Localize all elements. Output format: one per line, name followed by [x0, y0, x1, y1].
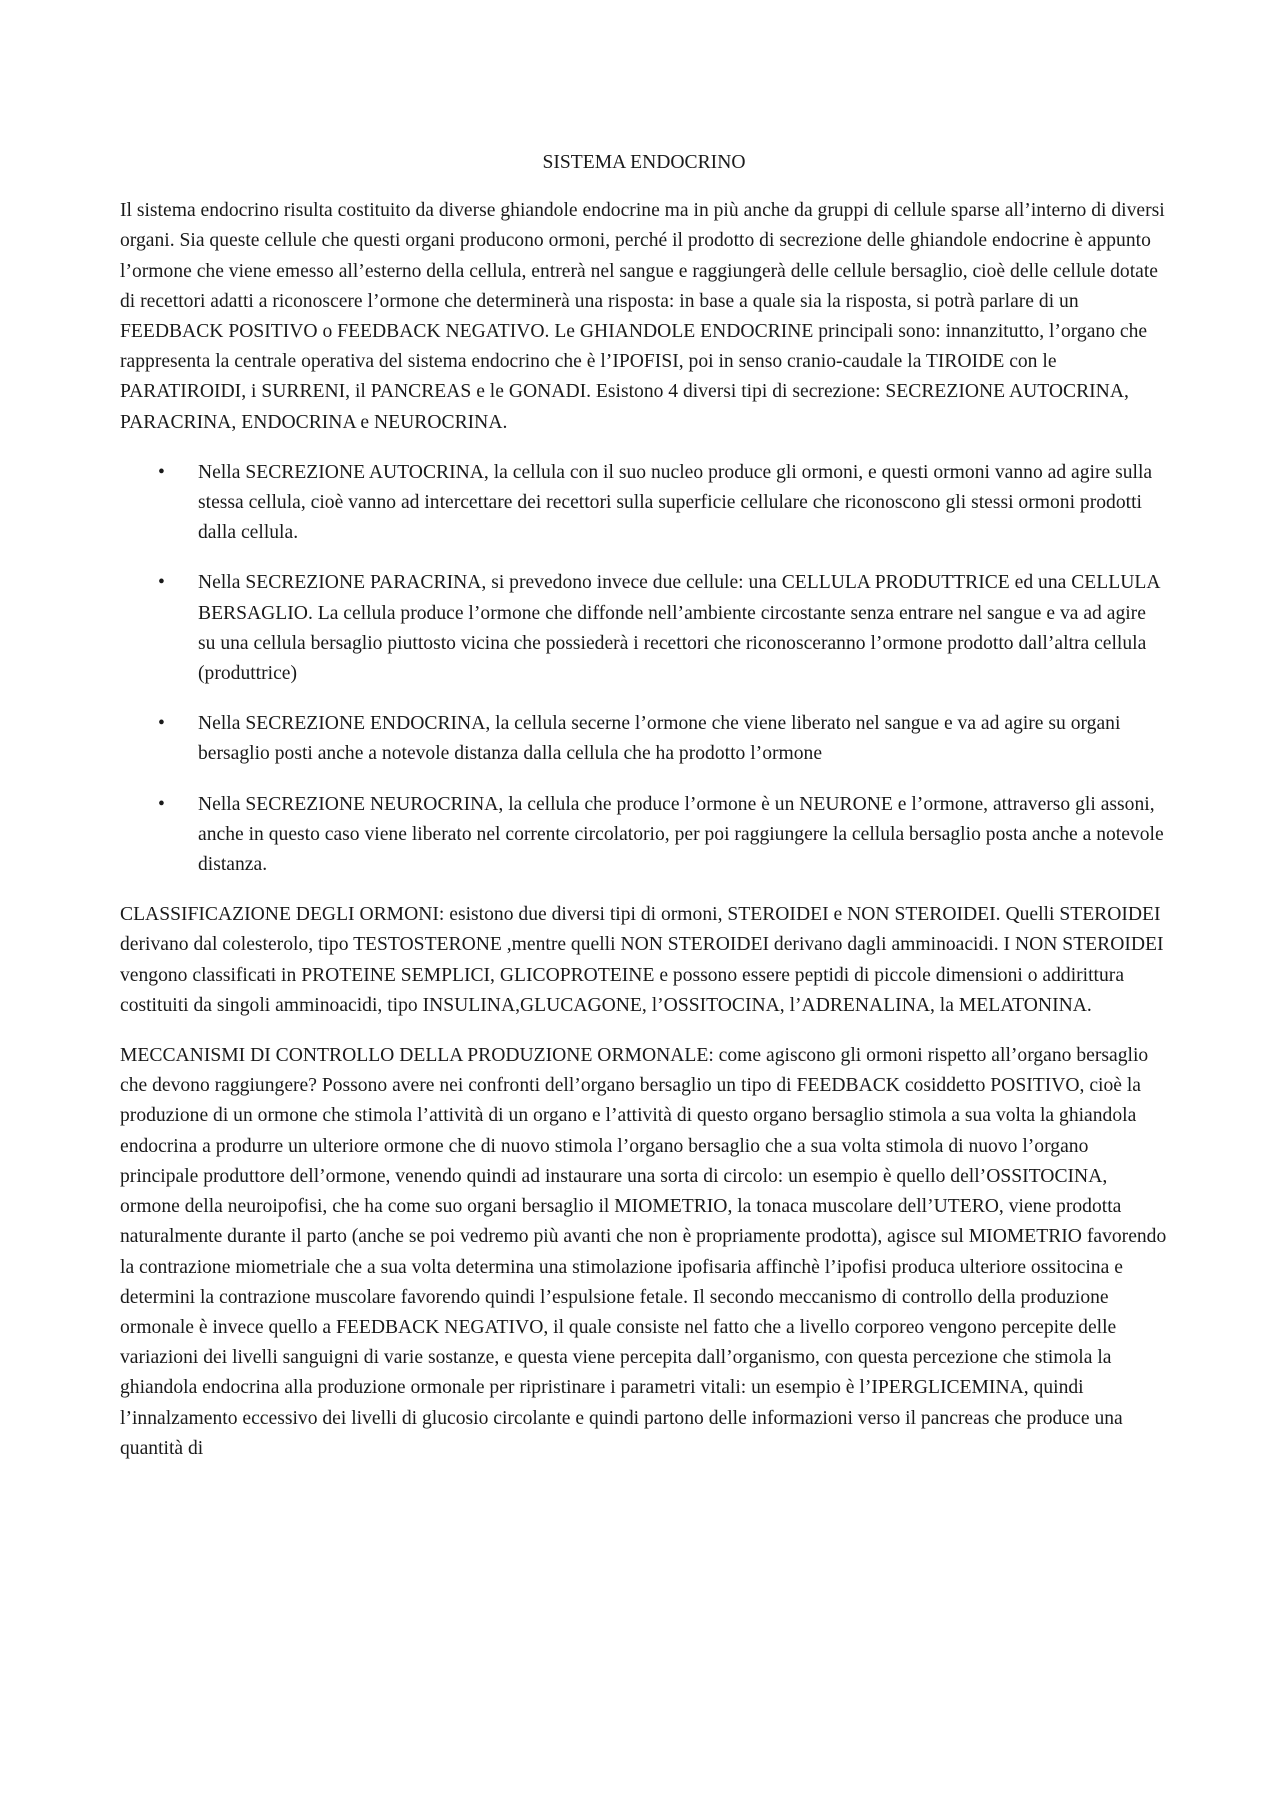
classification-paragraph: CLASSIFICAZIONE DEGLI ORMONI: esistono due diversi tipi di ormoni, STEROIDEI e NON STEROIDEI. Quelli STEROIDEI derivano dal colesterolo, tipo TESTOSTERONE ,mentre quelli NON STEROIDEI derivano dagli amminoacidi. I NON STEROIDEI vengono classificati in PROTEINE SEMPLICI, GLICOPROTEINE e possono essere peptidi di piccole dimensioni o addirittura costituiti da singoli amminoacidi, tipo INSULINA,GLUCAGONE, l’OSSITOCINA, l’ADRENALINA, la MELATONINA. [120, 904, 1164, 1016]
mechanisms-paragraph: MECCANISMI DI CONTROLLO DELLA PRODUZIONE ORMONALE: come agiscono gli ormoni rispetto all’organo bersaglio che devono raggiungere? Possono avere nei confronti dell’organo bersaglio un tipo di FEEDBACK cosiddetto POSITIVO, cioè la produzione di un ormone che stimola l’attività di un organo e l’attività di questo organo bersaglio stimola a sua volta la ghiandola endocrina a produrre un ulteriore ormone che di nuovo stimola l’organo bersaglio che a sua volta stimola di nuovo l’organo principale produttore dell’ormone, venendo quindi ad instaurare una sorta di circolo: un esempio è quello dell’OSSITOCINA, ormone della neuroipofisi, che ha come suo organi bersaglio il MIOMETRIO, la tonaca muscolare dell’UTERO, viene prodotta naturalmente durante il parto (anche se poi vedremo più avanti che non è propriamente prodotta), agisce sul MIOMETRIO favorendo la contrazione miometriale che a sua volta determina una stimolazione ipofisaria affinchè l’ipofisi produca ulteriore ossitocina e determini la contrazione muscolare favorendo quindi l’espulsione fetale. Il secondo meccanismo di controllo della produzione ormonale è invece quello a FEEDBACK NEGATIVO, il quale consiste nel fatto che a livello corporeo vengono percepite delle variazioni dei livelli sanguigni di varie sostanze, e questa viene percepita dall’organismo, con questa percezione che stimola la ghiandola endocrina alla produzione ormonale per ripristinare i parametri vitali: un esempio è l’IPERGLICEMINA, quindi l’innalzamento eccessivo dei livelli di glucosio circolante e quindi partono delle informazioni verso il pancreas che produce una quantità di [120, 1045, 1167, 1459]
bullet-icon: • [158, 572, 165, 594]
intro-paragraph: Il sistema endocrino risulta costituito da diverse ghiandole endocrine ma in più anche da gruppi di cellule sparse all’interno di diversi organi. Sia queste cellule che questi organi producono ormoni, perché il prodotto di secrezione delle ghiandole endocrine è appunto l’ormone che viene emesso all’esterno della cellula, entrerà nel sangue e raggiungerà delle cellule bersaglio, cioè delle cellule dotate di recettori adatti a riconoscere l’ormone che determinerà una risposta: in base a quale sia la risposta, si potrà parlare di un FEEDBACK POSITIVO o FEEDBACK NEGATIVO. Le GHIANDOLE ENDOCRINE principali sono: innanzitutto, l’organo che rappresenta la centrale operativa del sistema endocrino che è l’IPOFISI, poi in senso cranio-caudale la TIROIDE con le PARATIROIDI, i SURRENI, il PANCREAS e le GONADI. Esistono 4 diversi tipi di secrezione: SECREZIONE AUTOCRINA, PARACRINA, ENDOCRINA e NEUROCRINA. [120, 200, 1165, 433]
document-page [120, 148, 1168, 1484]
list-item-text: Nella SECREZIONE PARACRINA, si prevedono invece due cellule: una CELLULA PRODUTTRICE ed una CELLULA BERSAGLIO. La cellula produce l’ormone che diffonde nell’ambiente circostante senza entrare nel sangue e va ad agire su una cellula bersaglio piuttosto vicina che possiederà i recettori che riconosceranno l’ormone prodotto dall’altra cellula (produttrice) [198, 572, 1160, 685]
list-item [120, 568, 1168, 689]
document-title: SISTEMA ENDOCRINO [542, 152, 746, 173]
list-item [120, 458, 1168, 549]
bullet-icon: • [158, 793, 165, 815]
list-item-text: Nella SECREZIONE ENDOCRINA, la cellula secerne l’ormone che viene liberato nel sangue e va ad agire su organi bersaglio posti anche a notevole distanza dalla cellula che ha prodotto l’ormone [198, 713, 1121, 765]
list-item [120, 709, 1168, 769]
secretion-types-list [120, 458, 1168, 880]
bullet-icon: • [158, 461, 165, 483]
list-item [120, 790, 1168, 881]
list-item-text: Nella SECREZIONE AUTOCRINA, la cellula con il suo nucleo produce gli ormoni, e questi ormoni vanno ad agire sulla stessa cellula, cioè vanno ad intercettare dei recettori sulla superficie cellulare che riconoscono gli stessi ormoni prodotti dalla cellula. [198, 461, 1153, 544]
bullet-icon: • [158, 713, 165, 735]
list-item-text: Nella SECREZIONE NEUROCRINA, la cellula che produce l’ormone è un NEURONE e l’ormone, attraverso gli assoni, anche in questo caso viene liberato nel corrente circolatorio, per poi raggiungere la cellula bersaglio posta anche a notevole distanza. [198, 793, 1164, 876]
